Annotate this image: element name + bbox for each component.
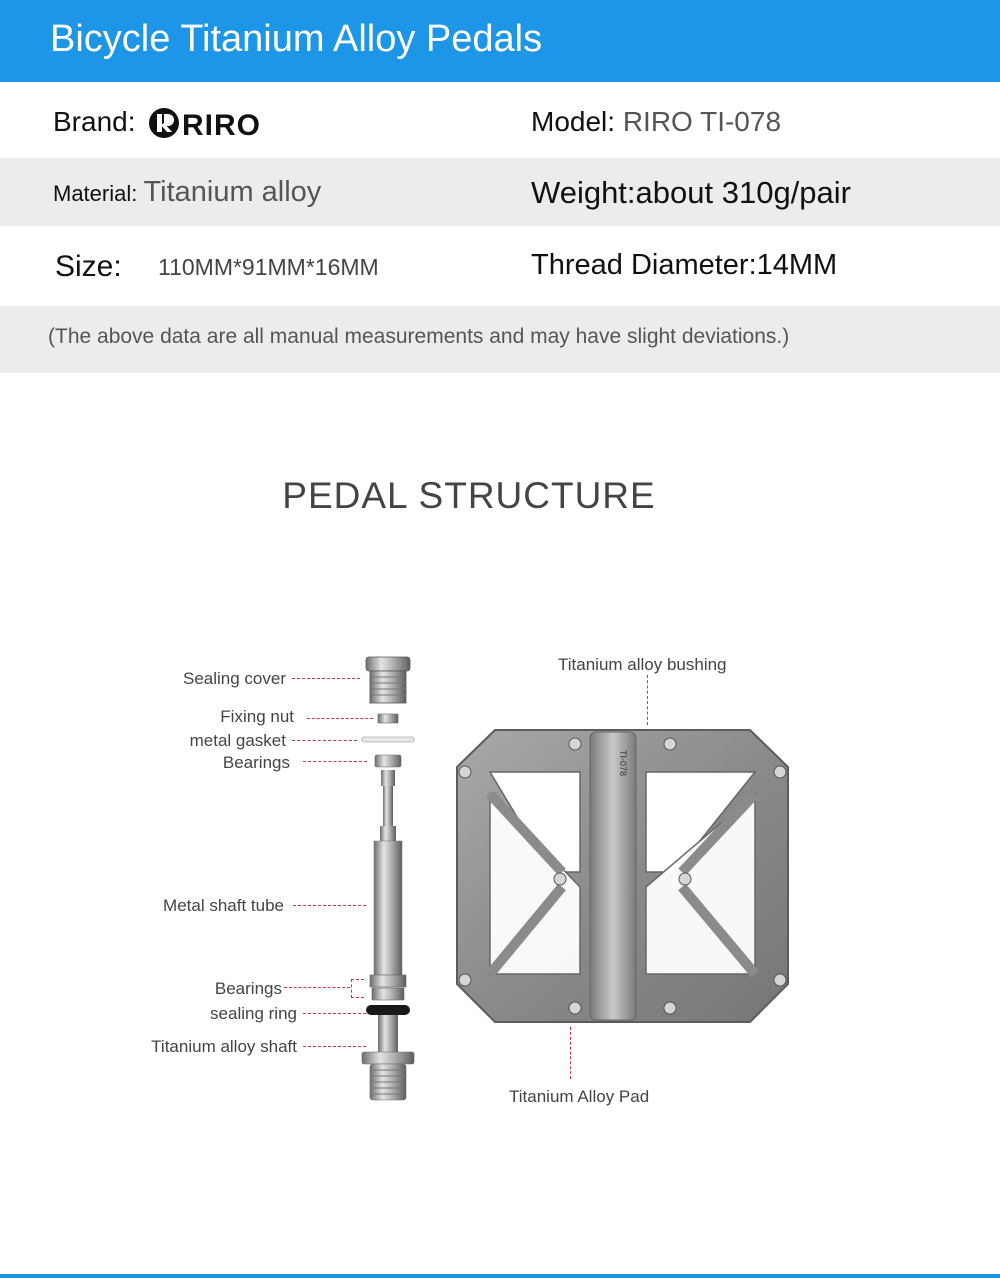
sealing-ring-part (366, 1005, 410, 1015)
leader-bearings-top (303, 761, 367, 762)
bearing-bottom-part (370, 975, 406, 1000)
material-label: Material: (53, 181, 138, 206)
model-spec (531, 106, 781, 138)
page-title: Bicycle Titanium Alloy Pedals (50, 18, 543, 60)
leader-fixing-nut (307, 718, 373, 719)
material-spec (53, 176, 321, 209)
sealing-cover-part (366, 657, 410, 703)
brand-logo (148, 106, 293, 145)
label-bearings-bottom: Bearings (214, 979, 282, 998)
pedal-body-illustration (450, 722, 795, 1032)
leader-sealing-cover (292, 678, 360, 679)
pedal-engraving: TI-078 (618, 750, 628, 777)
metal-shaft-tube-part (374, 770, 402, 975)
measurement-note: (The above data are all manual measurements and may have slight deviations.) (48, 325, 790, 348)
leader-metal-gasket (292, 740, 357, 741)
label-bearings-top: Bearings (222, 753, 290, 772)
label-titanium-alloy-bushing: Titanium alloy bushing (558, 655, 727, 674)
leader-bearings-bottom (284, 987, 350, 988)
structure-title: PEDAL STRUCTURE (282, 475, 656, 516)
shaft-assembly-illustration (350, 650, 425, 1110)
leader-titanium-alloy-pad (570, 1027, 571, 1079)
bottom-accent-line (0, 1274, 1000, 1278)
label-fixing-nut: Fixing nut (220, 707, 294, 726)
label-metal-gasket: metal gasket (189, 731, 286, 750)
size-label: Size: (55, 250, 122, 283)
brand-label: Brand: (53, 106, 136, 137)
weight-spec: Weight:about 310g/pair (531, 175, 851, 210)
leader-metal-shaft-tube (293, 905, 366, 906)
label-titanium-alloy-pad: Titanium Alloy Pad (509, 1087, 650, 1106)
material-value: Titanium alloy (143, 176, 322, 208)
label-sealing-ring: sealing ring (210, 1004, 297, 1023)
thread-diameter-spec: Thread Diameter:14MM (531, 249, 838, 281)
bearing-top-part (375, 755, 401, 767)
leader-titanium-alloy-bushing (647, 675, 648, 725)
bracket-bearings-bottom (351, 979, 364, 998)
brand-logo-text: RIRO (182, 109, 261, 140)
model-value: RIRO TI-078 (622, 106, 782, 137)
leader-titanium-alloy-shaft (303, 1046, 366, 1047)
label-sealing-cover: Sealing cover (182, 669, 286, 688)
size-value: 110MM*91MM*16MM (158, 254, 379, 280)
leader-sealing-ring (303, 1013, 366, 1014)
fixing-nut-part (378, 714, 398, 723)
label-titanium-alloy-shaft: Titanium alloy shaft (151, 1037, 297, 1056)
titanium-alloy-shaft-part (362, 1015, 414, 1100)
metal-gasket-part (362, 737, 414, 742)
label-metal-shaft-tube: Metal shaft tube (163, 896, 284, 915)
model-label: Model: (531, 106, 616, 137)
